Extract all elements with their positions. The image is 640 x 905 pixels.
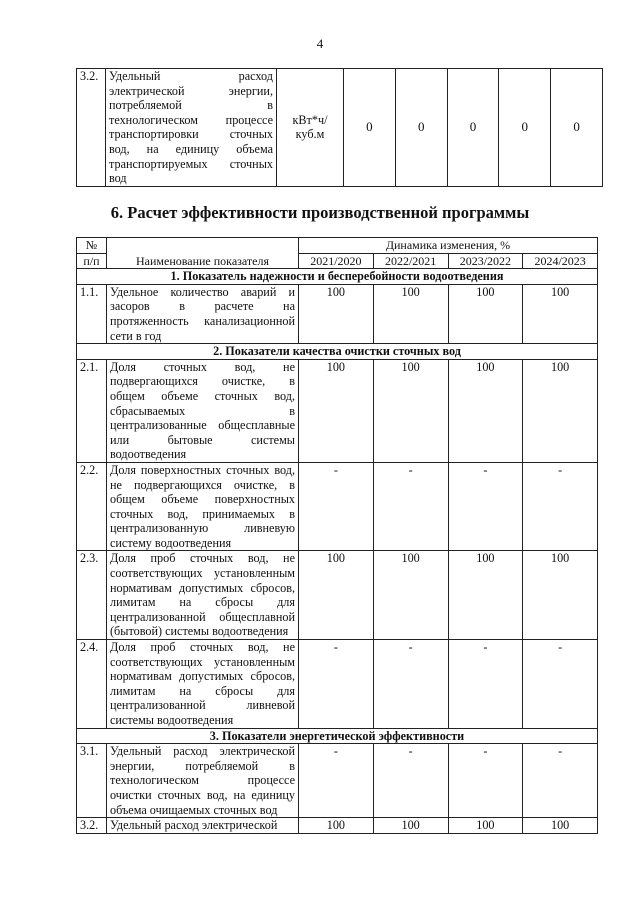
header-year: 2021/2020 (299, 253, 374, 269)
section-title: 3. Показатели энергетической эффективности (77, 728, 598, 744)
indicator-name (107, 744, 299, 818)
value-cell: 100 (299, 359, 374, 462)
name-line: системы водоотведения (110, 713, 234, 727)
value-cell: - (448, 744, 523, 818)
value-cell: - (523, 744, 598, 818)
value-cell: 100 (373, 284, 448, 343)
name-line: централизованной общесплавной (110, 609, 295, 624)
section-row (77, 269, 598, 285)
header-year: 2024/2023 (523, 253, 598, 269)
name-line: потребляемой в (109, 98, 273, 113)
value-cell: 100 (448, 551, 523, 640)
value-cell: 0 (499, 69, 551, 187)
name-line: сбрасываемых в (110, 403, 295, 418)
name-line: Доля сточных вод, не (110, 359, 295, 374)
header-num: № (77, 238, 107, 254)
name-line: технологическом процессе (110, 773, 295, 788)
indicator-name (107, 284, 299, 343)
value-cell: 100 (373, 551, 448, 640)
indicator-name (107, 462, 299, 551)
value-cell: 100 (523, 818, 598, 834)
table-row (77, 284, 598, 343)
name-line: вод, на единицу объема (109, 141, 273, 156)
name-line: энергии, потребляемой в (110, 758, 295, 773)
row-number: 2.3. (77, 551, 107, 640)
name-line: протяженность канализационной (110, 313, 295, 328)
unit-line: кВт*ч/ (292, 112, 328, 127)
name-line: водоотведения (110, 447, 187, 462)
name-line: (бытовой) системы водоотведения (110, 624, 289, 639)
name-line: Удельное количество аварий и (110, 284, 295, 299)
name-line: Доля проб сточных вод, не (110, 640, 295, 655)
value-cell: 100 (299, 284, 374, 343)
value-cell: 100 (448, 359, 523, 462)
name-line: засоров в расчете на (110, 299, 295, 314)
section-title: 2. Показатели качества очистки сточных вод (77, 344, 598, 360)
name-line: соответствующих установленным (110, 654, 295, 669)
name-line: Удельный расход электрической (110, 818, 278, 833)
section-title: 1. Показатель надежности и бесперебойности водоотведения (77, 269, 598, 285)
efficiency-table (76, 237, 598, 834)
header-dynamics: Динамика изменения, % (299, 238, 598, 254)
page-number: 4 (316, 36, 324, 51)
table-row (77, 359, 598, 462)
name-line: Удельный расход (109, 69, 273, 83)
header-year: 2023/2022 (448, 253, 523, 269)
value-cell: - (373, 462, 448, 551)
table-row (77, 551, 598, 640)
value-cell: 0 (551, 69, 603, 187)
table-row (77, 69, 603, 187)
value-cell: 100 (523, 284, 598, 343)
name-line: лимитам на сбросы для (110, 683, 295, 698)
name-line: нормативам допустимых сбросов, (110, 580, 295, 595)
name-line: транспортируемых сточных (109, 156, 273, 171)
row-number: 2.1. (77, 359, 107, 462)
name-line: объема очищаемых сточных вод (110, 802, 278, 817)
name-line: электрической энергии, (109, 83, 273, 98)
table-row (77, 744, 598, 818)
indicator-name (106, 69, 277, 187)
name-line: централизованные общесплавные (110, 418, 295, 433)
continued-indicator-table (76, 68, 603, 187)
name-line: Доля проб сточных вод, не (110, 551, 295, 566)
value-cell: 0 (344, 69, 396, 187)
section-row (77, 728, 598, 744)
value-cell: - (448, 462, 523, 551)
indicator-name (107, 359, 299, 462)
name-line: общем объеме поверхностных (110, 492, 295, 507)
name-line: Доля поверхностных сточных вод, (110, 462, 295, 477)
unit-line: куб.м (295, 127, 325, 142)
section-row (77, 344, 598, 360)
name-line: общем объеме сточных вод, (110, 388, 295, 403)
value-cell: 100 (299, 818, 374, 834)
value-cell: 100 (373, 818, 448, 834)
row-number: 2.4. (77, 640, 107, 729)
value-cell: - (299, 744, 374, 818)
value-cell: 100 (373, 359, 448, 462)
value-cell: - (373, 640, 448, 729)
row-number: 1.1. (77, 284, 107, 343)
value-cell: - (299, 462, 374, 551)
value-cell: 0 (447, 69, 499, 187)
value-cell: - (448, 640, 523, 729)
name-line: сети в год (110, 328, 162, 343)
section-heading: 6. Расчет эффективности производственной программы (110, 203, 530, 222)
name-line: транспортировки сточных (109, 127, 273, 142)
name-line: нормативам допустимых сбросов, (110, 669, 295, 684)
name-line: централизованную ливневую (110, 521, 295, 536)
value-cell: - (373, 744, 448, 818)
value-cell: 100 (299, 551, 374, 640)
name-line: очистки сточных вод, на единицу (110, 787, 295, 802)
header-row (77, 238, 598, 254)
name-line: технологическом процессе (109, 112, 273, 127)
table-row (77, 640, 598, 729)
table-row (77, 462, 598, 551)
row-number: 3.2. (77, 69, 106, 187)
indicator-name (107, 551, 299, 640)
header-num-bottom: п/п (77, 253, 107, 269)
value-cell: 0 (395, 69, 447, 187)
value-cell: 100 (448, 284, 523, 343)
name-line: систему водоотведения (110, 535, 232, 550)
unit-cell (277, 69, 344, 187)
value-cell: - (523, 462, 598, 551)
indicator-name (107, 640, 299, 729)
value-cell: 100 (523, 359, 598, 462)
name-line: лимитам на сбросы для (110, 595, 295, 610)
name-line: или бытовые системы (110, 432, 295, 447)
name-line: централизованной ливневой (110, 698, 295, 713)
value-cell: - (523, 640, 598, 729)
row-number: 3.2. (77, 818, 107, 834)
value-cell: 100 (523, 551, 598, 640)
name-line: подвергающихся очистке, в (110, 374, 295, 389)
name-line: сточных вод, принимаемых в (110, 506, 295, 521)
row-number: 3.1. (77, 744, 107, 818)
name-line: вод (109, 171, 127, 186)
indicator-name (107, 818, 299, 834)
value-cell: - (299, 640, 374, 729)
row-number: 2.2. (77, 462, 107, 551)
header-name: Наименование показателя (107, 238, 299, 269)
header-year: 2022/2021 (373, 253, 448, 269)
table-row (77, 818, 598, 834)
name-line: соответствующих установленным (110, 566, 295, 581)
name-line: Удельный расход электрической (110, 744, 295, 759)
name-line: не подвергающихся очистке, в (110, 477, 295, 492)
value-cell: 100 (448, 818, 523, 834)
